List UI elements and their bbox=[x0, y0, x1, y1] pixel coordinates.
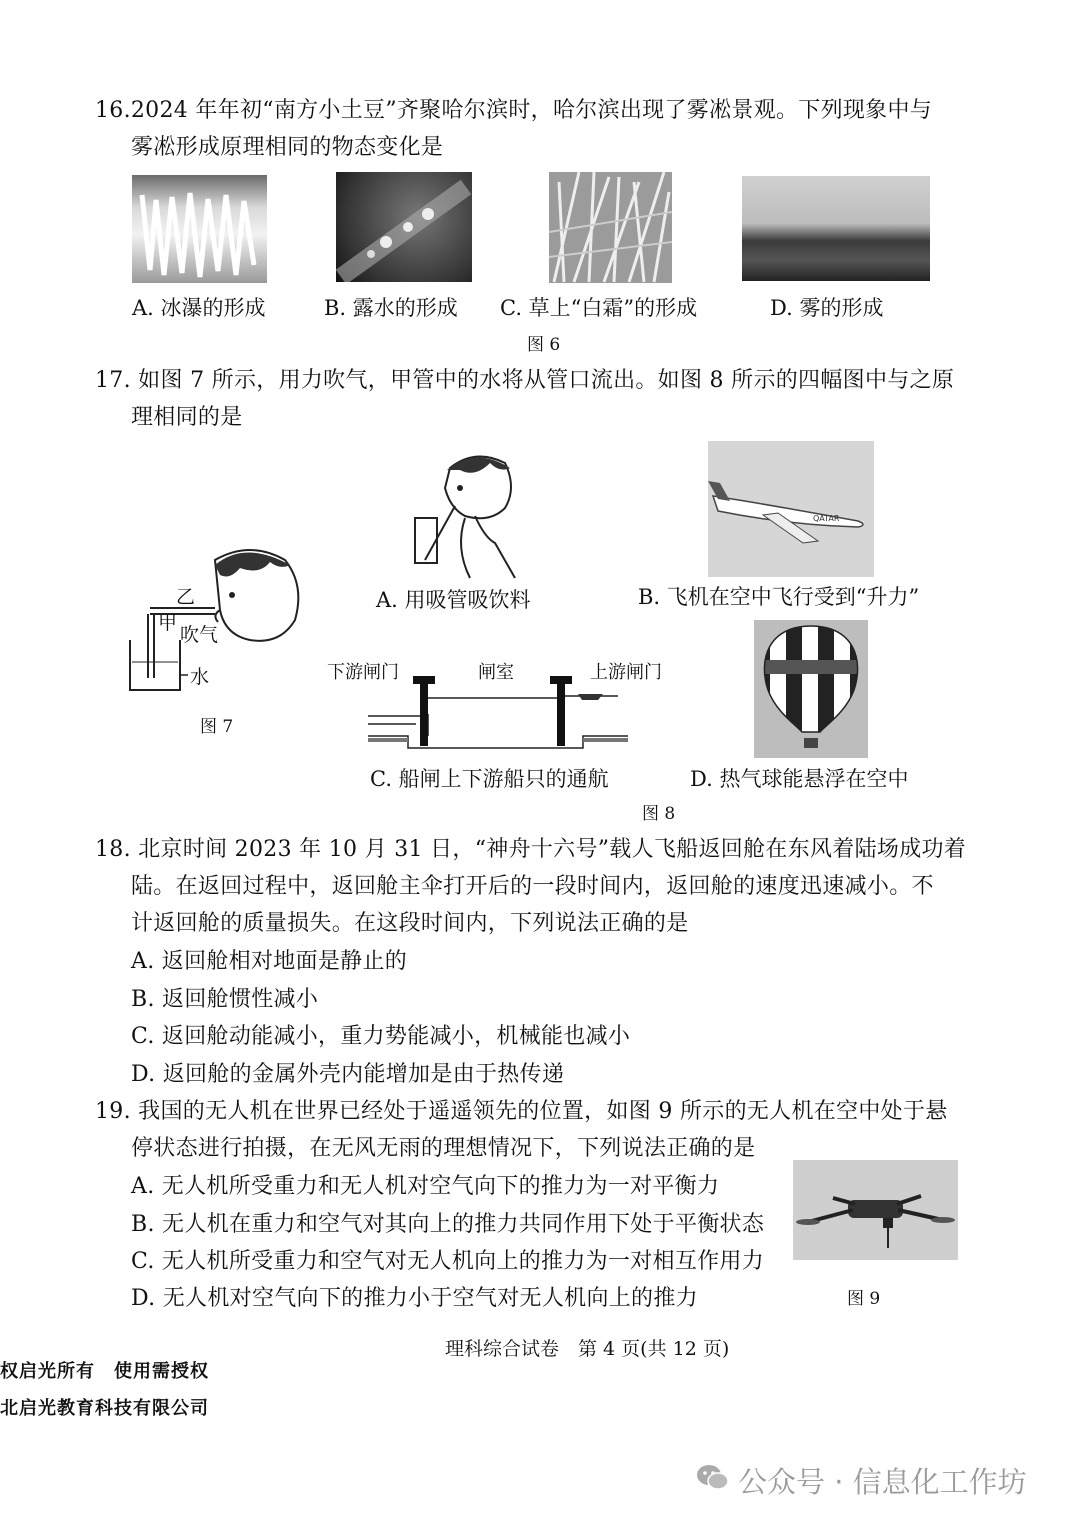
q16-option-c: C. 草上“白霜”的形成 bbox=[500, 296, 698, 320]
q18-stem-line2: 陆。在返回过程中，返回舱主伞打开后的一段时间内，返回舱的速度迅速减小。不 bbox=[131, 874, 934, 899]
q19-option-b: B. 无人机在重力和空气对其向上的推力共同作用下处于平衡状态 bbox=[131, 1212, 765, 1237]
grass-icon bbox=[549, 172, 672, 283]
label-water: 水 bbox=[190, 666, 210, 688]
straw-drinking-diagram bbox=[405, 448, 520, 583]
drone-icon bbox=[793, 1160, 958, 1260]
copyright-line1: 权启光所有 使用需授权 bbox=[0, 1361, 209, 1382]
q19-option-d: D. 无人机对空气向下的推力小于空气对无人机向上的推力 bbox=[131, 1286, 698, 1311]
q19-stem-line1: 19. 我国的无人机在世界已经处于遥遥领先的位置，如图 9 所示的无人机在空中处于悬 bbox=[95, 1099, 948, 1124]
q18-option-c: C. 返回舱动能减小，重力势能减小，机械能也减小 bbox=[131, 1024, 631, 1049]
copyright-line2: 北启光教育科技有限公司 bbox=[0, 1398, 209, 1419]
q17-option-c: C. 船闸上下游船只的通航 bbox=[370, 767, 609, 791]
q19-option-a: A. 无人机所受重力和无人机对空气向下的推力为一对平衡力 bbox=[131, 1174, 720, 1199]
q16-stem-line1: 16.2024 年年初“南方小土豆”齐聚哈尔滨时，哈尔滨出现了雾凇景观。下列现象中与 bbox=[95, 98, 933, 123]
balloon-icon bbox=[754, 620, 868, 758]
q16-option-a: A. 冰瀑的形成 bbox=[132, 296, 266, 320]
dew-drops-icon bbox=[336, 172, 472, 282]
figure-8-caption: 图 8 bbox=[642, 804, 676, 824]
q19-stem-line2: 停状态进行拍摄，在无风无雨的理想情况下，下列说法正确的是 bbox=[131, 1136, 756, 1161]
fog-photo bbox=[742, 176, 930, 281]
label-lock-chamber: 闸室 bbox=[478, 662, 514, 683]
q18-option-d: D. 返回舱的金属外壳内能增加是由于热传递 bbox=[131, 1062, 565, 1087]
airplane-icon bbox=[708, 441, 874, 577]
q16-option-d: D. 雾的形成 bbox=[770, 296, 884, 320]
watermark-text: 公众号 · 信息化工作坊 bbox=[738, 1465, 1027, 1499]
label-upstream-gate: 上游闸门 bbox=[590, 662, 662, 683]
q17-stem-line2: 理相同的是 bbox=[131, 405, 243, 430]
blowing-boy-diagram bbox=[120, 540, 310, 700]
q18-stem-line1: 18. 北京时间 2023 年 10 月 31 日，“神舟十六号”载人飞船返回舱在东风着陆场成功着 bbox=[95, 837, 967, 862]
wechat-icon bbox=[696, 1463, 730, 1493]
figure-9-caption: 图 9 bbox=[847, 1289, 881, 1309]
q16-stem-line2: 雾凇形成原理相同的物态变化是 bbox=[131, 135, 444, 160]
label-blow: 吹气 bbox=[180, 624, 219, 646]
icicle-icon bbox=[132, 175, 267, 283]
airplane-photo bbox=[708, 441, 874, 577]
hot-air-balloon-photo bbox=[754, 620, 868, 758]
dew-photo bbox=[336, 172, 472, 282]
label-tube-yi: 乙 bbox=[176, 586, 196, 608]
q17-option-d: D. 热气球能悬浮在空中 bbox=[690, 767, 909, 791]
label-tube-jia: 甲 bbox=[158, 612, 178, 634]
label-downstream-gate: 下游闸门 bbox=[327, 662, 399, 683]
ship-lock-diagram bbox=[368, 676, 628, 756]
frost-grass-photo bbox=[549, 172, 672, 283]
plane-livery-text: QATAR bbox=[813, 514, 840, 523]
icefall-photo bbox=[132, 175, 267, 283]
drone-photo bbox=[793, 1160, 958, 1260]
q17-stem-line1: 17. 如图 7 所示，用力吹气，甲管中的水将从管口流出。如图 8 所示的四幅图中与之原 bbox=[95, 368, 955, 393]
figure-7-caption: 图 7 bbox=[200, 717, 234, 737]
q17-option-b: B. 飞机在空中飞行受到“升力” bbox=[638, 585, 920, 609]
q16-option-b: B. 露水的形成 bbox=[324, 296, 458, 320]
figure-6-caption: 图 6 bbox=[527, 335, 561, 355]
q18-option-b: B. 返回舱惯性减小 bbox=[131, 987, 319, 1012]
q19-option-c: C. 无人机所受重力和空气对无人机向上的推力为一对相互作用力 bbox=[131, 1249, 765, 1274]
q18-option-a: A. 返回舱相对地面是静止的 bbox=[131, 949, 408, 974]
q17-option-a: A. 用吸管吸饮料 bbox=[376, 588, 531, 612]
page-footer-info: 理科综合试卷 第 4 页(共 12 页) bbox=[445, 1338, 730, 1360]
q18-stem-line3: 计返回舱的质量损失。在这段时间内，下列说法正确的是 bbox=[131, 911, 689, 936]
